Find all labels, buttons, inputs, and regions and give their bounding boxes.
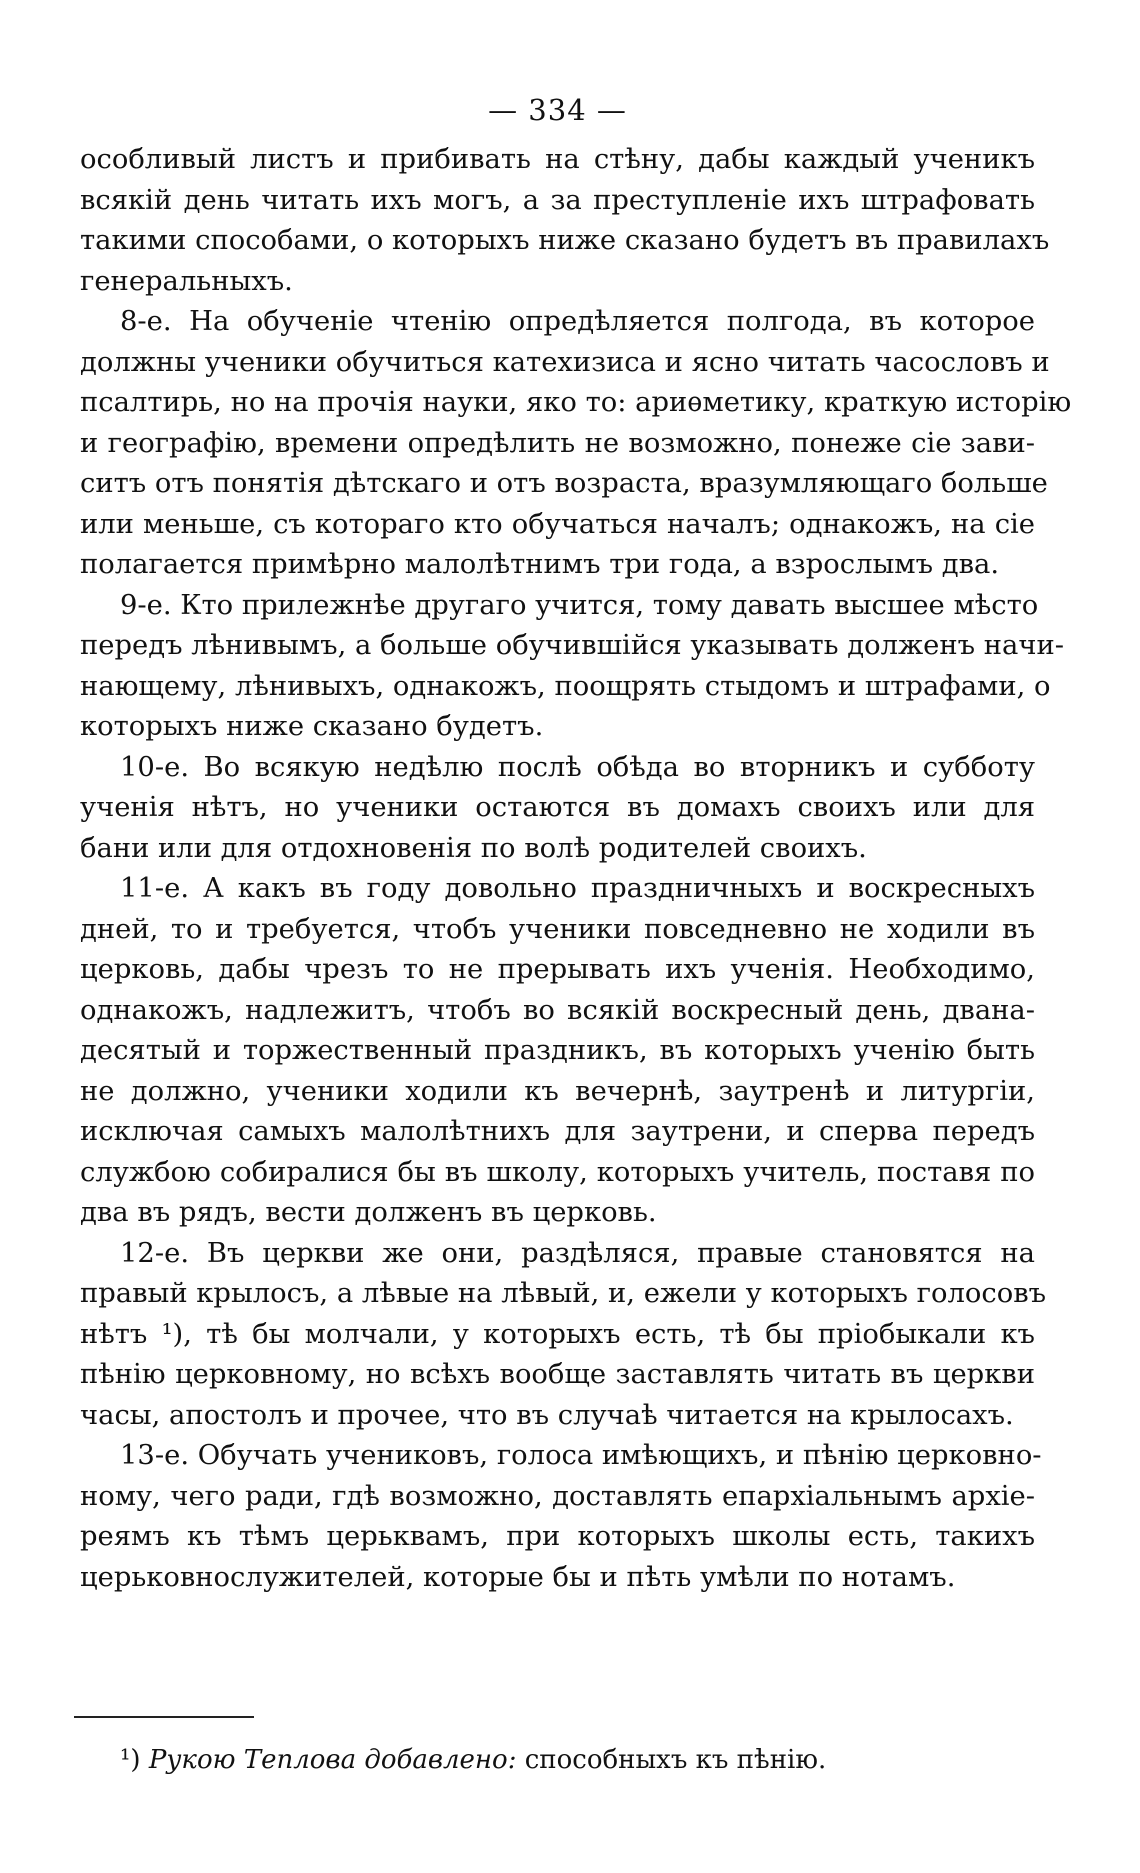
paragraph-p8 bbox=[80, 302, 1072, 586]
body-text bbox=[80, 140, 1072, 1598]
text-line: дней, то и требуется, чтобъ ученики повседневно не ходили въ bbox=[80, 913, 1035, 945]
text-line: службою собиралися бы въ школу, которыхъ учитель, поставя по bbox=[80, 1156, 1035, 1188]
text-line: 11-е. А какъ въ году довольно праздничныхъ и воскресныхъ bbox=[120, 873, 1035, 904]
text-line: или меньше, съ котораго кто обучаться началъ; однакожъ, на сіе bbox=[80, 508, 1035, 540]
footnote-italic-text: Рукою Теплова добавлено: bbox=[148, 1745, 517, 1775]
footnote-marker: ¹) bbox=[120, 1745, 141, 1775]
text-line: псалтирь, но на прочія науки, яко то: ариѳметику, краткую исторію bbox=[80, 387, 1072, 418]
text-line: 9-е. Кто прилежнѣе другаго учится, тому давать высшее мѣсто bbox=[120, 589, 1039, 621]
text-line: ситъ отъ понятія дѣтскаго и отъ возраста, вразумляющаго больше bbox=[80, 468, 1048, 499]
text-line: которыхъ ниже сказано будетъ. bbox=[80, 711, 544, 742]
paragraph-p11 bbox=[80, 869, 1035, 1234]
text-line: 8-е. На обученіе чтенію опредѣляется полгода, въ которое bbox=[120, 306, 1035, 337]
document-page bbox=[80, 80, 1072, 1598]
text-line: полагается примѣрно малолѣтнимъ три года, а взрослымъ два. bbox=[80, 549, 1000, 580]
paragraph-p9 bbox=[80, 586, 1064, 748]
text-line: и географію, времени опредѣлить не возможно, понеже сіе зави- bbox=[80, 427, 1035, 459]
text-line: особливый листъ и прибивать на стѣну, дабы каждый ученикъ bbox=[80, 144, 1035, 175]
text-line: часы, апостолъ и прочее, что въ случаѣ читается на крылосахъ. bbox=[80, 1399, 1014, 1431]
paragraph-p0 bbox=[80, 140, 1050, 302]
text-line: такими способами, о которыхъ ниже сказано будетъ въ правилахъ bbox=[80, 225, 1050, 256]
text-line: бани или для отдохновенія по волѣ родителей своихъ. bbox=[80, 832, 867, 864]
text-line: ученія нѣтъ, но ученики остаются въ домахъ своихъ или для bbox=[80, 792, 1035, 823]
footnote bbox=[120, 1740, 826, 1780]
text-line: ному, чего ради, гдѣ возможно, доставлять епархіальнымъ архіе- bbox=[80, 1480, 1035, 1512]
footnote-divider bbox=[74, 1716, 254, 1718]
text-line: 10-е. Во всякую недѣлю послѣ обѣда во вторникъ и субботу bbox=[120, 751, 1035, 783]
footnote-text: способныхъ къ пѣнію. bbox=[524, 1745, 827, 1775]
text-line: однакожъ, надлежитъ, чтобъ во всякій воскресный день, двана- bbox=[80, 994, 1035, 1026]
text-line: генеральныхъ. bbox=[80, 265, 293, 297]
text-line: пѣнію церковному, но всѣхъ вообще заставлять читать въ церкви bbox=[80, 1359, 1035, 1390]
text-line: церьковнослужителей, которые бы и пѣть умѣли по нотамъ. bbox=[80, 1561, 956, 1593]
text-line: правый крылосъ, а лѣвые на лѣвый, и, ежели у которыхъ голосовъ bbox=[80, 1278, 1047, 1309]
text-line: церковь, дабы чрезъ то не прерывать ихъ ученія. Необходимо, bbox=[80, 954, 1035, 985]
paragraph-p10 bbox=[80, 748, 1035, 870]
text-line: два въ рядъ, вести долженъ въ церковь. bbox=[80, 1197, 657, 1228]
text-line: 13-е. Обучать учениковъ, голоса имѣющихъ, и пѣнію церковно- bbox=[120, 1440, 1042, 1471]
text-line: не должно, ученики ходили къ вечернѣ, заутренѣ и литургіи, bbox=[80, 1075, 1035, 1107]
text-line: должны ученики обучиться катехизиса и ясно читать часословъ и bbox=[80, 346, 1050, 378]
text-line: исключая самыхъ малолѣтнихъ для заутрени, и сперва передъ bbox=[80, 1116, 1035, 1147]
text-line: передъ лѣнивымъ, а больше обучившійся указывать долженъ начи- bbox=[80, 630, 1064, 661]
text-line: всякій день читать ихъ могъ, а за преступленіе ихъ штрафовать bbox=[80, 184, 1035, 216]
page-number: — 334 — bbox=[488, 93, 627, 127]
text-line: реямъ къ тѣмъ церьквамъ, при которыхъ школы есть, такихъ bbox=[80, 1521, 1035, 1552]
paragraph-p13 bbox=[80, 1436, 1042, 1598]
text-line: нѣтъ ¹), тѣ бы молчали, у которыхъ есть, тѣ бы пріобыкали къ bbox=[80, 1318, 1035, 1350]
paragraph-p12 bbox=[80, 1234, 1047, 1437]
text-line: 12-е. Въ церкви же они, раздѣляся, правые становятся на bbox=[120, 1237, 1035, 1269]
text-line: нающему, лѣнивыхъ, однакожъ, поощрять стыдомъ и штрафами, о bbox=[80, 670, 1051, 702]
text-line: десятый и торжественный праздникъ, въ которыхъ ученію быть bbox=[80, 1035, 1035, 1066]
